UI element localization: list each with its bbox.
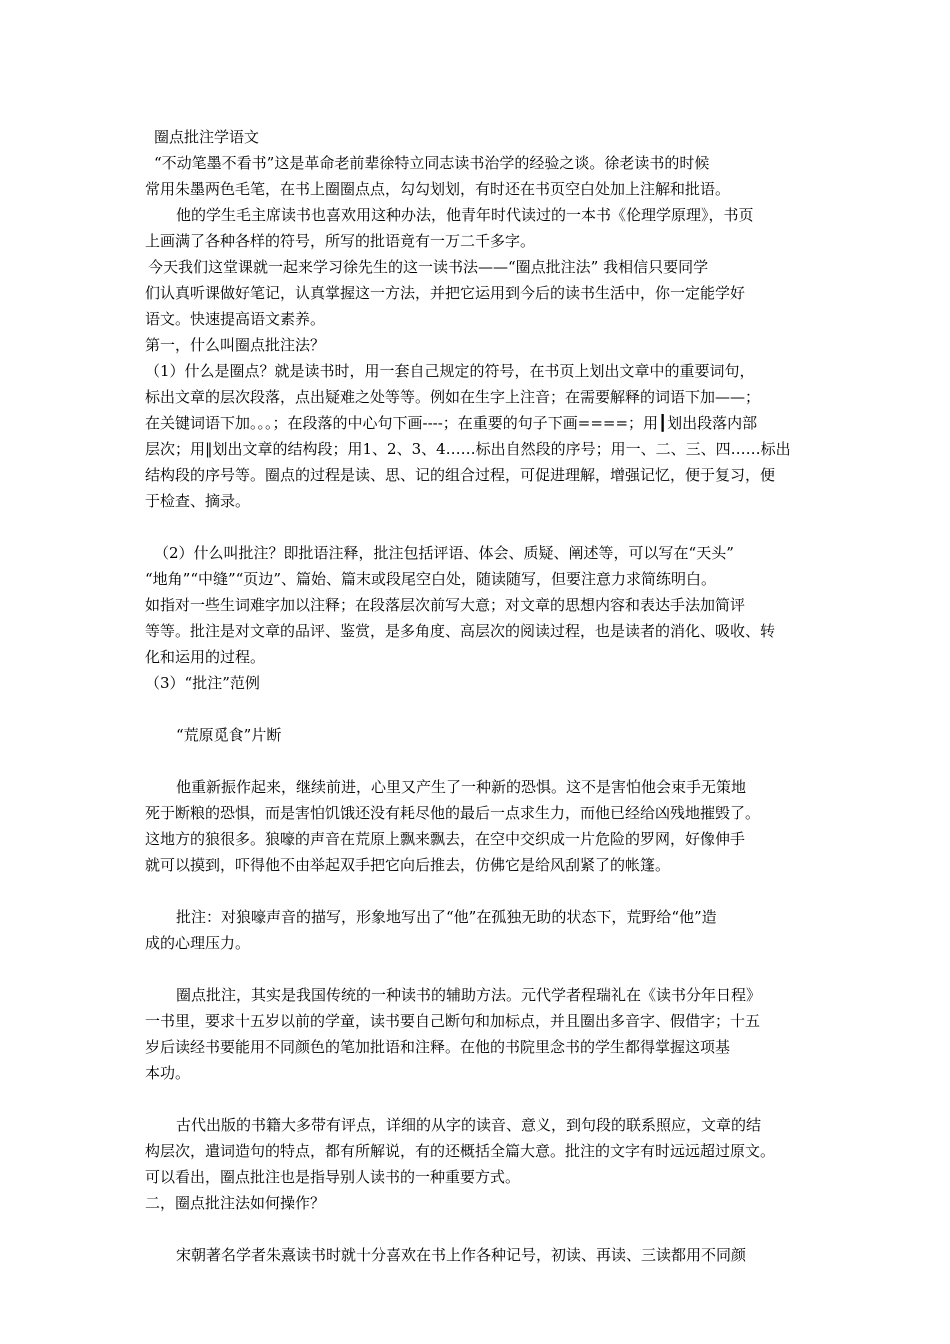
paragraph-line: 结构段的序号等。圈点的过程是读、思、记的组合过程，可促进理解，增强记忆，便于复习，便 xyxy=(145,466,776,484)
intro-line: 常用朱墨两色毛笔，在书上圈圈点点，勾勾划划，有时还在书页空白处加上注解和批语。 xyxy=(145,180,731,198)
section-heading: 第一，什么叫圈点批注法？ xyxy=(145,336,326,354)
document-title: 圈点批注学语文 xyxy=(154,128,260,146)
paragraph-line: 如指对一些生词难字加以注释；在段落层次前写大意；对文章的思想内容和表达手法加简评 xyxy=(145,596,746,614)
paragraph-line: 可以看出，圈点批注也是指导别人读书的一种重要方式。 xyxy=(145,1168,521,1186)
paragraph-line: 一书里，要求十五岁以前的学童，读书要自己断句和加标点，并且圈出多音字、假借字；十五 xyxy=(145,1012,761,1030)
paragraph-line: 圈点批注，其实是我国传统的一种读书的辅助方法。元代学者程瑞礼在《读书分年日程》 xyxy=(176,986,762,1004)
paragraph-line: 构层次，遣词造句的特点，都有所解说，有的还概括全篇大意。批注的文字有时远远超过原文。 xyxy=(145,1142,776,1160)
paragraph-line: 语文。快速提高语文素养。 xyxy=(145,310,326,328)
paragraph-line: 们认真听课做好笔记，认真掌握这一方法，并把它运用到今后的读书生活中，你一定能学好 xyxy=(145,284,746,302)
paragraph-line: 古代出版的书籍大多带有评点，详细的从字的读音、意义，到句段的联系照应，文章的结 xyxy=(176,1116,762,1134)
paragraph-line: “地角”“中缝”“页边”、篇始、篇末或段尾空白处，随读随写，但要注意力求简练明白。 xyxy=(145,570,717,588)
example-title: “荒原觅食”片断 xyxy=(176,726,282,744)
paragraph-line: 标出文章的层次段落，点出疑难之处等等。例如在生字上注音；在需要解释的词语下加——； xyxy=(145,388,761,406)
paragraph-line: （1）什么是圈点？就是读书时，用一套自己规定的符号，在书页上划出文章中的重要词句， xyxy=(145,362,755,380)
example-line: 这地方的狼很多。狼嚎的声音在荒原上飘来飘去，在空中交织成一片危险的罗网，好像伸手 xyxy=(145,830,746,848)
example-line: 就可以摸到，吓得他不由举起双手把它向后推去，仿佛它是给风刮紧了的帐篷。 xyxy=(145,856,671,874)
paragraph-line: 于检查、摘录。 xyxy=(145,492,251,510)
paragraph-line: （2）什么叫批注？即批语注释，批注包括评语、体会、质疑、阐述等，可以写在“天头” xyxy=(154,544,734,562)
section-heading: 二，圈点批注法如何操作？ xyxy=(145,1194,326,1212)
paragraph-line: 上画满了各种各样的符号，所写的批语竟有一万二千多字。 xyxy=(145,232,536,250)
subsection-heading: （3）“批注”范例 xyxy=(145,674,260,692)
paragraph-line: 岁后读经书要能用不同颜色的笔加批语和注释。在他的书院里念书的学生都得掌握这项基 xyxy=(145,1038,731,1056)
paragraph-line: 今天我们这堂课就一起来学习徐先生的这一读书法——“圈点批注法” 我相信只要同学 xyxy=(148,258,709,276)
annotation-line: 成的心理压力。 xyxy=(145,934,251,952)
paragraph-line: 在关键词语下加。。。；在段落的中心句下画----；在重要的句子下画====；用┃划出段落内部 xyxy=(145,414,758,432)
example-line: 死于断粮的恐惧，而是害怕饥饿还没有耗尽他的最后一点求生力，而他已经给凶残地摧毁了。 xyxy=(145,804,761,822)
intro-line: “不动笔墨不看书”这是革命老前辈徐特立同志读书治学的经验之谈。徐老读书的时候 xyxy=(154,154,710,172)
paragraph-line: 等等。批注是对文章的品评、鉴赏，是多角度、高层次的阅读过程，也是读者的消化、吸收、转 xyxy=(145,622,776,640)
paragraph-line: 宋朝著名学者朱熹读书时就十分喜欢在书上作各种记号，初读、再读、三读都用不同颜 xyxy=(176,1246,747,1264)
annotation-line: 批注：对狼嚎声音的描写，形象地写出了“他”在孤独无助的状态下，荒野给“他”造 xyxy=(176,908,717,926)
example-line: 他重新振作起来，继续前进，心里又产生了一种新的恐惧。这不是害怕他会束手无策地 xyxy=(176,778,747,796)
paragraph-line: 他的学生毛主席读书也喜欢用这种办法，他青年时代读过的一本书《伦理学原理》，书页 xyxy=(176,206,754,224)
paragraph-line: 化和运用的过程。 xyxy=(145,648,266,666)
paragraph-line: 层次；用‖划出文章的结构段；用1、2、3、4……标出自然段的序号；用一、二、三、四……标出 xyxy=(145,440,791,458)
paragraph-line: 本功。 xyxy=(145,1064,191,1082)
